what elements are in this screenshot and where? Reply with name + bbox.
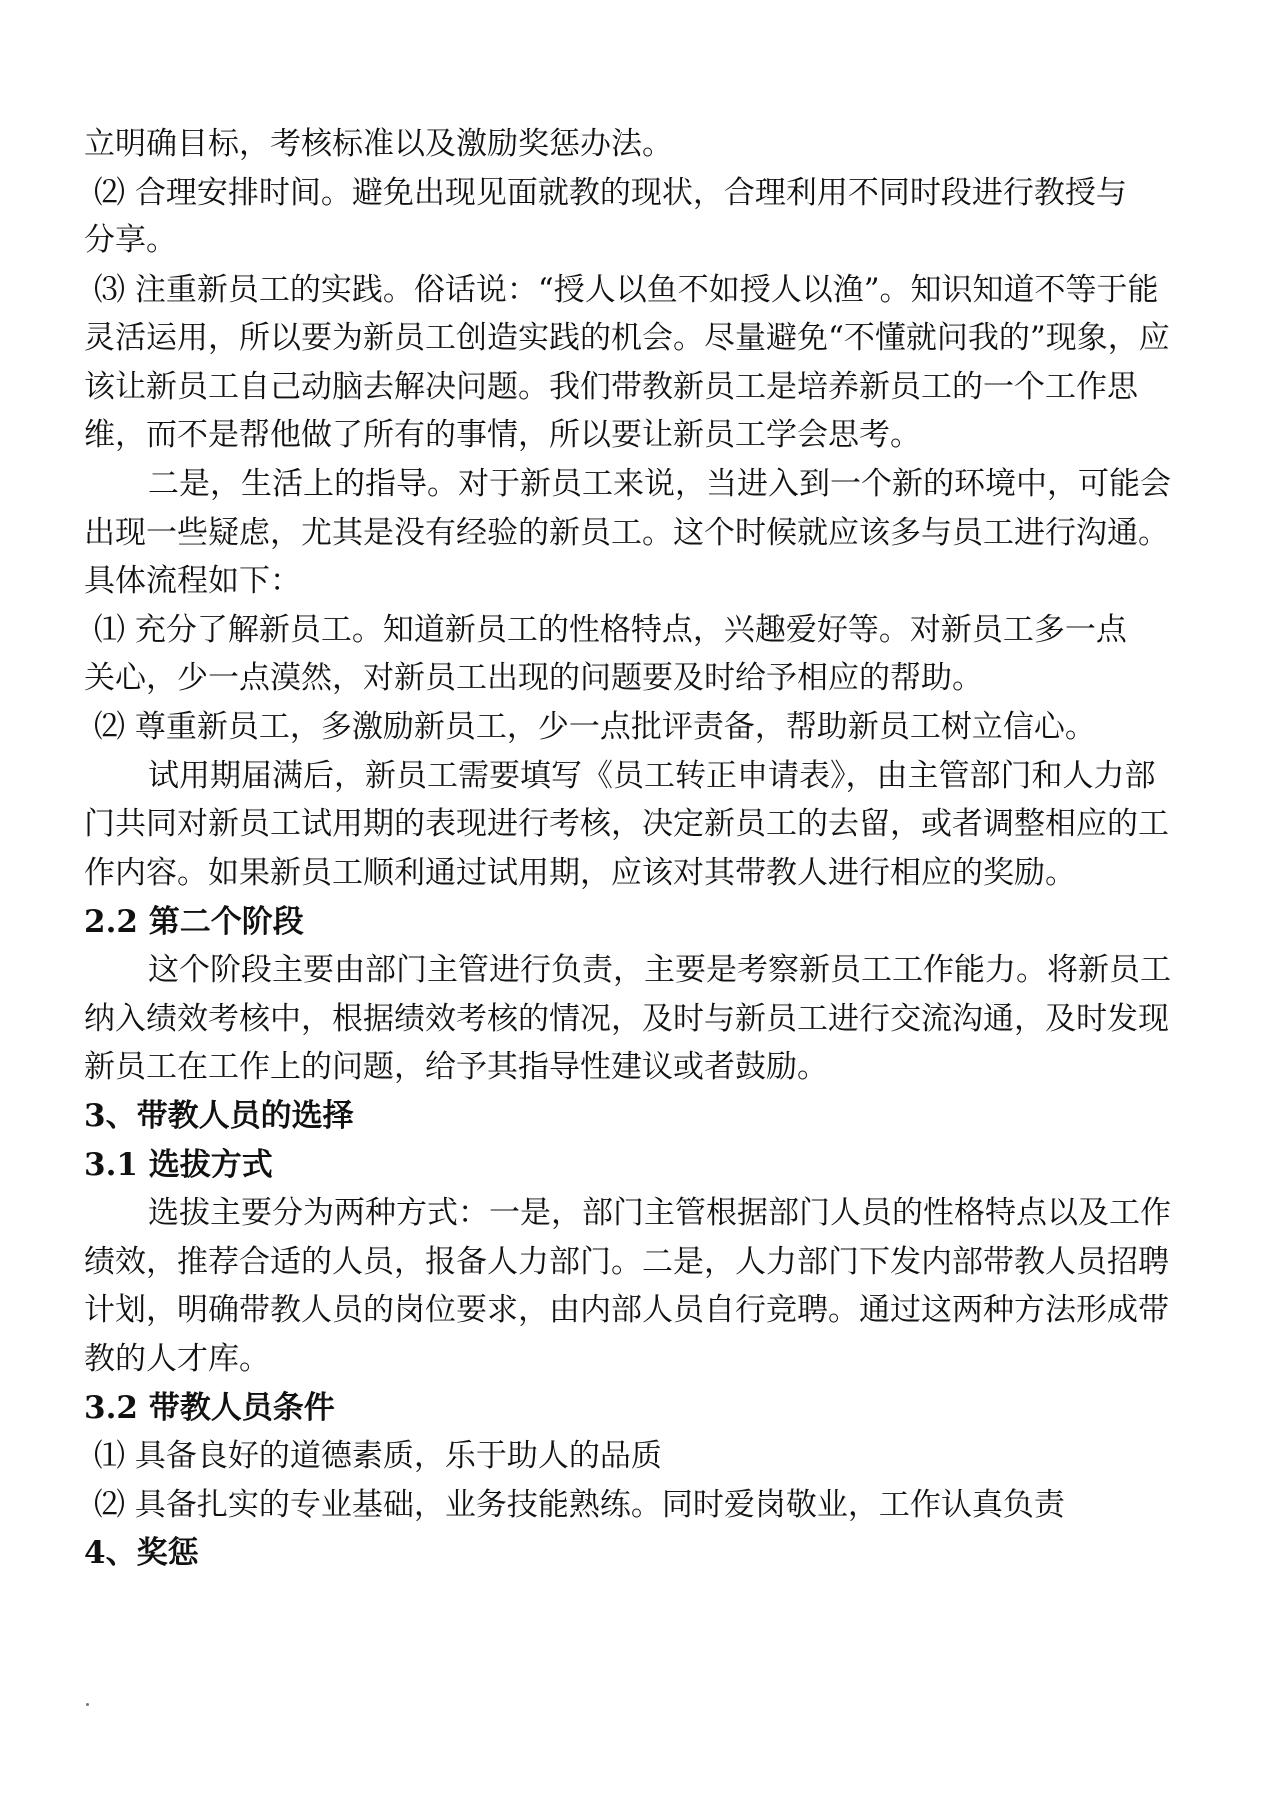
list-item-line: ⑴ 充分了解新员工。知道新员工的性格特点，兴趣爱好等。对新员工多一点 (94, 612, 1127, 648)
paragraph-line: 二是，生活上的指导。对于新员工来说，当进入到一个新的环境中，可能会 (148, 466, 1171, 502)
paragraph-line: 关心，少一点漠然，对新员工出现的问题要及时给予相应的帮助。 (84, 660, 983, 696)
section-heading: 2.2 第二个阶段 (84, 904, 304, 940)
paragraph-line: 新员工在工作上的问题，给予其指导性建议或者鼓励。 (84, 1049, 828, 1085)
paragraph-line: 试用期届满后，新员工需要填写《员工转正申请表》，由主管部门和人力部 (148, 758, 1156, 794)
paragraph-line: 纳入绩效考核中，根据绩效考核的情况，及时与新员工进行交流沟通，及时发现 (84, 1001, 1169, 1037)
list-item-line: ⑴ 具备良好的道德素质，乐于助人的品质 (94, 1438, 662, 1474)
list-item-line: ⑵ 尊重新员工，多激励新员工，少一点批评责备，帮助新员工树立信心。 (94, 709, 1096, 745)
paragraph-line: 该让新员工自己动脑去解决问题。我们带教新员工是培养新员工的一个工作思 (84, 369, 1138, 405)
paragraph-line: 分享。 (84, 222, 177, 258)
paragraph-line: 绩效，推荐合适的人员，报备人力部门。二是，人力部门下发内部带教人员招聘 (84, 1244, 1169, 1280)
paragraph-line: 选拔主要分为两种方式：一是，部门主管根据部门人员的性格特点以及工作 (148, 1195, 1171, 1231)
section-heading: 4、奖惩 (84, 1535, 199, 1571)
list-item-line: ⑵ 合理安排时间。避免出现见面就教的现状，合理利用不同时段进行教授与 (94, 175, 1127, 211)
page-mark (86, 1703, 89, 1706)
section-heading: 3、带教人员的选择 (84, 1098, 354, 1134)
list-item-line: ⑵ 具备扎实的专业基础，业务技能熟练。同时爱岗敬业，工作认真负责 (94, 1487, 1065, 1523)
paragraph-line: 维，而不是帮他做了所有的事情，所以要让新员工学会思考。 (84, 417, 921, 453)
paragraph-line: 立明确目标，考核标准以及激励奖惩办法。 (84, 126, 673, 162)
paragraph-line: 出现一些疑虑，尤其是没有经验的新员工。这个时候就应该多与员工进行沟通。 (84, 515, 1169, 551)
list-item-line: ⑶ 注重新员工的实践。俗话说：“授人以鱼不如授人以渔”。知识知道不等于能 (94, 272, 1159, 308)
section-heading: 3.1 选拔方式 (84, 1147, 273, 1183)
paragraph-line: 计划，明确带教人员的岗位要求，由内部人员自行竞聘。通过这两种方法形成带 (84, 1292, 1169, 1328)
paragraph-line: 这个阶段主要由部门主管进行负责，主要是考察新员工工作能力。将新员工 (148, 952, 1171, 988)
paragraph-line: 灵活运用，所以要为新员工创造实践的机会。尽量避免“不懂就问我的”现象，应 (84, 320, 1170, 356)
paragraph-line: 门共同对新员工试用期的表现进行考核，决定新员工的去留，或者调整相应的工 (84, 806, 1169, 842)
paragraph-line: 具体流程如下： (84, 563, 301, 599)
section-heading: 3.2 带教人员条件 (84, 1390, 335, 1426)
paragraph-line: 教的人才库。 (84, 1341, 270, 1377)
paragraph-line: 作内容。如果新员工顺利通过试用期，应该对其带教人进行相应的奖励。 (84, 855, 1076, 891)
